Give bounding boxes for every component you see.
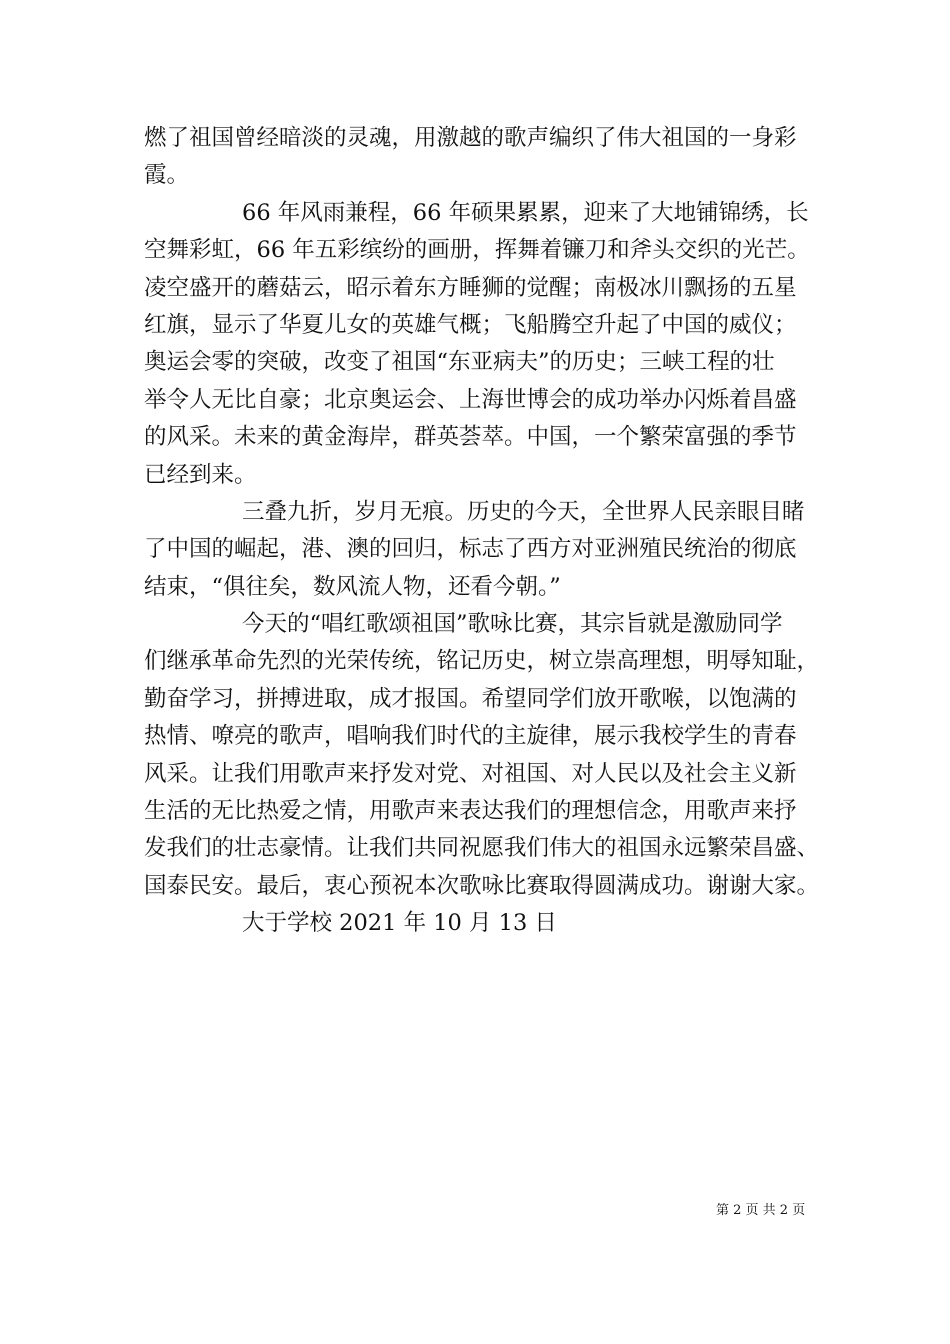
text-line: 勤奋学习，拼搏进取，成才报国。希望同学们放开歌喉，以饱满的 [144, 685, 797, 712]
paragraph-start-line: 三叠九折，岁月无痕。历史的今天，全世界人民亲眼目睹 [242, 498, 805, 525]
page-number-footer: 第 2 页 共 2 页 [716, 1203, 806, 1218]
text-line: 们继承革命先烈的光荣传统，铭记历史，树立崇高理想，明辱知耻， [144, 648, 820, 675]
text-line: 结束，“俱往矣，数风流人物，还看今朝。” [144, 573, 561, 600]
text-line: 燃了祖国曾经暗淡的灵魂，用激越的歌声编织了伟大祖国的一身彩 [144, 125, 797, 151]
text-line: 空舞彩虹，66 年五彩缤纷的画册，挥舞着镰刀和斧头交织的光芒。 [144, 237, 810, 264]
paragraph-start-line: 66 年风雨兼程，66 年硕果累累，迎来了大地铺锦绣，长 [242, 199, 809, 226]
text-line: 热情、嘹亮的歌声，唱响我们时代的主旋律，展示我校学生的青春 [144, 723, 797, 750]
text-line: 霞。 [144, 162, 190, 189]
text-line: 红旗，显示了华夏儿女的英雄气概；飞船腾空升起了中国的威仪； [144, 311, 797, 338]
text-line: 风采。让我们用歌声来抒发对党、对祖国、对人民以及社会主义新 [144, 760, 797, 787]
text-line: 凌空盛开的蘑菇云，昭示着东方睡狮的觉醒；南极冰川飘扬的五星 [144, 274, 797, 301]
text-line: 了中国的崛起，港、澳的回归，标志了西方对亚洲殖民统治的彻底 [144, 536, 797, 563]
text-line: 举令人无比自豪；北京奥运会、上海世博会的成功举办闪烁着昌盛 [144, 386, 797, 413]
text-line: 生活的无比热爱之情，用歌声来表达我们的理想信念，用歌声来抒 [144, 798, 797, 825]
text-line: 奥运会零的突破，改变了祖国“东亚病夫”的历史；三峡工程的壮 [144, 349, 775, 376]
text-line: 已经到来。 [144, 461, 257, 488]
text-line: 国泰民安。最后，衷心预祝本次歌咏比赛取得圆满成功。谢谢大家。 [144, 872, 820, 899]
body-text [144, 120, 820, 943]
text-line: 发我们的壮志豪情。让我们共同祝愿我们伟大的祖国永远繁荣昌盛、 [144, 835, 820, 862]
text-line: 的风采。未来的黄金海岸，群英荟萃。中国，一个繁荣富强的季节 [144, 424, 797, 451]
signature-date-line: 大于学校 2021 年 10 月 13 日 [242, 910, 557, 937]
paragraph-start-line: 今天的“唱红歌颂祖国”歌咏比赛，其宗旨就是激励同学 [242, 611, 783, 638]
